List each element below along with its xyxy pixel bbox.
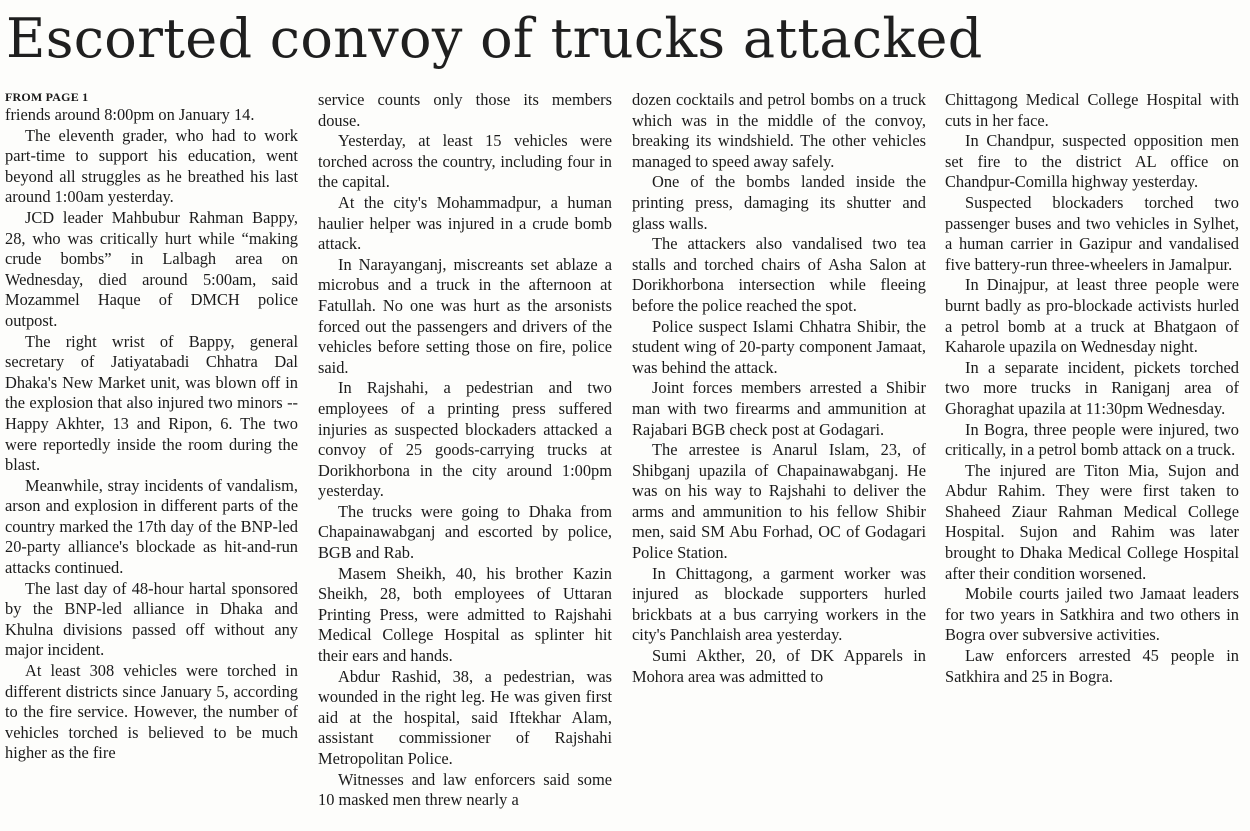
paragraph: service counts only those its members douse. [318,90,612,130]
article-column-1 [5,90,298,831]
paragraph: In Chittagong, a garment worker was injured as blockade supporters hurled brickbats at a bus carrying workers in the city's Panchlaish area yesterday. [632,563,926,645]
paragraph: In Rajshahi, a pedestrian and two employees of a printing press suffered injuries as suspected blockaders attacked a convoy of 25 goods-carrying trucks at Dorikhorbona in the city around 1:00pm yesterday. [318,378,612,501]
paragraph: Meanwhile, stray incidents of vandalism, arson and explosion in different parts of the country marked the 17th day of the BNP-led 20-party alliance's blockade as hit-and-run attacks continued. [5,475,298,578]
headline: Escorted convoy of trucks attacked [6,7,983,70]
paragraph: The trucks were going to Dhaka from Chapainawabganj and escorted by police, BGB and Rab. [318,501,612,563]
paragraph: Joint forces members arrested a Shibir man with two firearms and ammunition at Rajabari BGB check post at Godagari. [632,378,926,439]
paragraph: Masem Sheikh, 40, his brother Kazin Sheikh, 28, both employees of Uttaran Printing Press, were admitted to Rajshahi Medical College Hospital as splinter hit their ears and hands. [318,563,612,666]
paragraph: The last day of 48-hour hartal sponsored by the BNP-led alliance in Dhaka and Khulna divisions passed off without any major incident. [5,578,298,660]
paragraph: Sumi Akther, 20, of DK Apparels in Mohora area was admitted to [632,646,926,686]
paragraph: In a separate incident, pickets torched two more trucks in Raniganj area of Ghoraghat upazila at 11:30pm Wednesday. [945,357,1239,418]
paragraph: In Narayanganj, miscreants set ablaze a microbus and a truck in the afternoon at Fatullah. No one was hurt as the arsonists forced out the passengers and drivers of the vehicles before setting those on fire, police said. [318,254,612,377]
paragraph: The arrestee is Anarul Islam, 23, of Shibganj upazila of Chapainawabganj. He was on his way to Rajshahi to deliver the arms and ammunition to his fellow Shibir men, said SM Abu Forhad, OC of Godagari Police Station. [632,440,926,563]
paragraph: Chittagong Medical College Hospital with cuts in her face. [945,90,1239,130]
paragraph: The right wrist of Bappy, general secretary of Jatiyatabadi Chhatra Dal Dhaka's New Market unit, was blown off in the explosion that also injured two minors -- Happy Akhter, 13 and Ripon, 6. The two were reportedly inside the room during the blast. [5,331,298,475]
paragraph: The attackers also vandalised two tea stalls and torched chairs of Asha Salon at Dorikhorbona intersection while fleeing before the police reached the spot. [632,234,926,315]
paragraph: The injured are Titon Mia, Sujon and Abdur Rahim. They were first taken to Shaheed Ziaur Rahman Medical College Hospital. Sujon and Rahim was later brought to Dhaka Medical College Hospital after their condition worsened. [945,460,1239,583]
paragraph: Yesterday, at least 15 vehicles were torched across the country, including four in the capital. [318,131,612,192]
article-column-3 [632,90,926,831]
paragraph: Mobile courts jailed two Jamaat leaders for two years in Satkhira and two others in Bogra over subversive activities. [945,584,1239,645]
paragraph: Abdur Rashid, 38, a pedestrian, was wounded in the right leg. He was given first aid at the hospital, said Iftekhar Alam, assistant commissioner of Rajshahi Metropolitan Police. [318,666,612,768]
paragraph: One of the bombs landed inside the printing press, damaging its shutter and glass walls. [632,172,926,233]
paragraph: In Dinajpur, at least three people were burnt badly as pro-blockade activists hurled a petrol bomb at a truck at Bhatgaon of Kaharole upazila on Wednesday night. [945,275,1239,357]
paragraph: Police suspect Islami Chhatra Shibir, the student wing of 20-party component Jamaat, was behind the attack. [632,316,926,377]
article-column-2 [318,90,612,831]
paragraph: Law enforcers arrested 45 people in Satkhira and 25 in Bogra. [945,646,1239,686]
article-column-4 [945,90,1239,831]
paragraph: The eleventh grader, who had to work part-time to support his education, went beyond all struggles as he breathed his last around 1:00am yesterday. [5,125,298,207]
paragraph: At least 308 vehicles were torched in different districts since January 5, according to the fire service. However, the number of vehicles torched is believed to be much higher as the fire [5,661,298,763]
paragraph: friends around 8:00pm on January 14. [5,105,255,124]
paragraph: Witnesses and law enforcers said some 10 masked men threw nearly a [318,769,612,810]
paragraph: In Bogra, three people were injured, two critically, in a petrol bomb attack on a truck. [945,419,1239,460]
paragraph: At the city's Mohammadpur, a human haulier helper was injured in a crude bomb attack. [318,192,612,254]
paragraph: In Chandpur, suspected opposition men set fire to the district AL office on Chandpur-Comilla highway yesterday. [945,131,1239,192]
continuation-kicker: FROM PAGE 1 [5,90,89,104]
paragraph: Suspected blockaders torched two passenger buses and two vehicles in Sylhet, a human carrier in Gazipur and vandalised five battery-run three-wheelers in Jamalpur. [945,192,1239,274]
paragraph: dozen cocktails and petrol bombs on a truck which was in the middle of the convoy, breaking its windshield. The other vehicles managed to speed away safely. [632,90,926,171]
paragraph: JCD leader Mahbubur Rahman Bappy, 28, who was critically hurt while “making crude bombs” in Lalbagh area on Wednesday, died around 5:00am, said Mozammel Haque of DMCH police outpost. [5,207,298,330]
